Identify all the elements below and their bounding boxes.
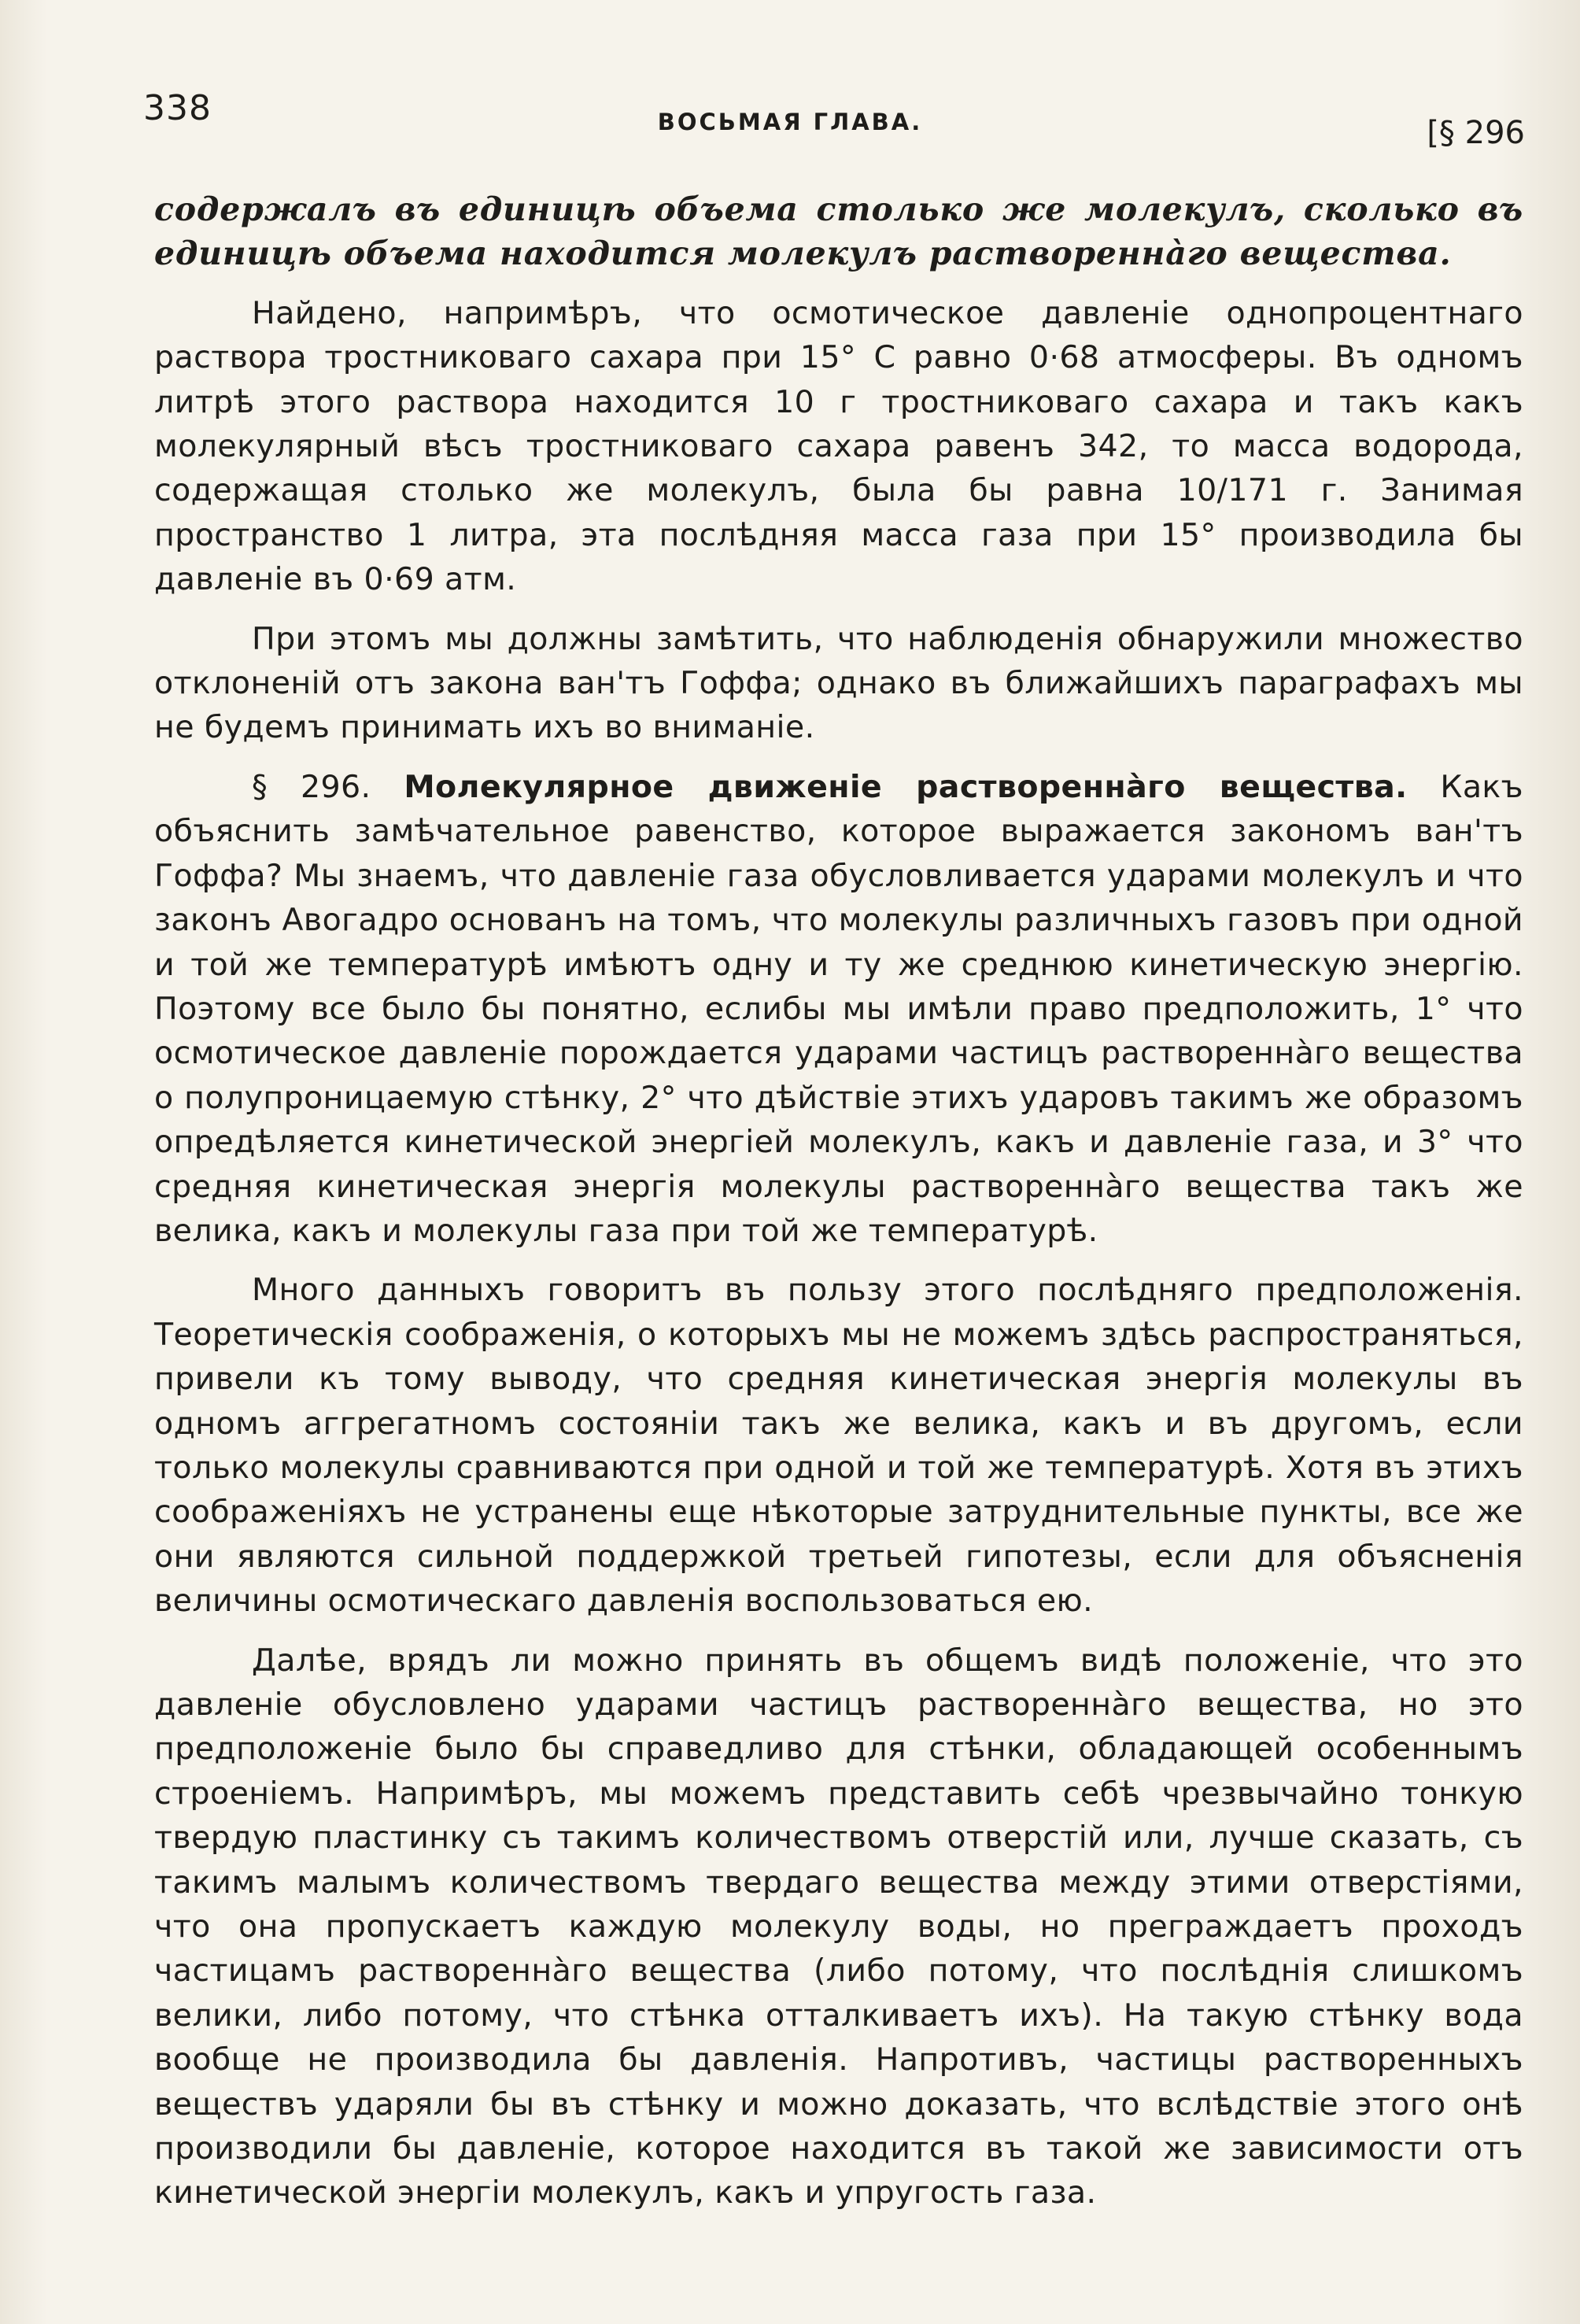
- body-text: [154, 187, 1523, 2230]
- page-number: 338: [143, 88, 212, 128]
- section-reference: [§ 296: [1427, 115, 1525, 151]
- section-paragraph: [154, 765, 1523, 1253]
- paragraph-continuation: содержалъ въ единицѣ объема столько же молекулъ, сколько въ единицѣ объема находится молекулъ растворенна̀го вещества.: [154, 190, 1523, 273]
- paragraph: При этомъ мы должны замѣтить, что наблюденія обнаружили множество отклоненій отъ закона ван'тъ Гоффа; однако въ ближайшихъ параграфахъ мы не будемъ принимать ихъ во вниманіе.: [154, 620, 1523, 746]
- paragraph: Далѣе, врядъ ли можно принять въ общемъ видѣ положеніе, что это давленіе обусловлено ударами частицъ растворенна̀го вещества, но это предположеніе было бы справедливо для стѣнки, обладающей особеннымъ строеніемъ. Напримѣръ, мы можемъ представить себѣ чрезвычайно тонкую твердую пластинку съ такимъ количествомъ отверстій или, лучше сказать, съ такимъ малымъ количествомъ твердаго вещества между этими отверстіями, что она пропускаетъ каждую молекулу воды, но преграждаетъ проходъ частицамъ растворенна̀го вещества (либо потому, что послѣднія слишкомъ велики, либо потому, что стѣнка отталкиваетъ ихъ). На такую стѣнку вода вообще не производила бы давленія. Напротивъ, частицы растворенныхъ веществъ ударяли бы въ стѣнку и можно доказать, что вслѣдствіе этого онѣ производили бы давленіе, которое находится въ такой же зависимости отъ кинетической энергіи молекулъ, какъ и упругость газа.: [154, 1642, 1523, 2211]
- page-header: [0, 0, 1580, 173]
- section-number: § 296.: [252, 768, 371, 805]
- paragraph: Найдено, напримѣръ, что осмотическое давленіе однопроцентнаго раствора тростниковаго сахара при 15° C равно 0·68 атмосферы. Въ одномъ литрѣ этого раствора находится 10 г тростниковаго сахара и такъ какъ молекулярный вѣсъ тростниковаго сахара равенъ 342, то масса водорода, содержащая столько же молекулъ, была бы равна 10/171 г. Занимая пространство 1 литра, эта послѣдняя масса газа при 15° производила бы давленіе въ 0·69 атм.: [154, 294, 1523, 598]
- paragraph: Много данныхъ говоритъ въ пользу этого послѣдняго предположенія. Теоретическія соображенія, о которыхъ мы не можемъ здѣсь распространяться, привели къ тому выводу, что средняя кинетическая энергія молекулы въ одномъ аггрегатномъ состояніи такъ же велика, какъ и въ другомъ, если только молекулы сравниваются при одной и той же температурѣ. Хотя въ этихъ соображеніяхъ не устранены еще нѣкоторые затруднительные пункты, все же они являются сильной поддержкой третьей гипотезы, если для объясненія величины осмотическаго давленія воспользоваться ею.: [154, 1272, 1523, 1620]
- section-title: Молекулярное движеніе растворенна̀го вещества.: [404, 768, 1408, 805]
- running-title: ВОСЬМАЯ ГЛАВА.: [657, 109, 923, 135]
- section-text: Какъ объяснить замѣчательное равенство, которое выражается закономъ ван'тъ Гоффа? Мы знаемъ, что давленіе газа обусловливается ударами молекулъ и что законъ Авогадро основанъ на томъ, что молекулы различныхъ газовъ при одной и той же температурѣ имѣютъ одну и ту же среднюю кинетическую энергію. Поэтому все было бы понятно, еслибы мы имѣли право предположить, 1° что осмотическое давленіе порождается ударами частицъ растворенна̀го вещества о полупроницаемую стѣнку, 2° что дѣйствіе этихъ ударовъ такимъ же образомъ опредѣляется кинетической энергіей молекулъ, какъ и давленіе газа, и 3° что средняя кинетическая энергія молекулы растворенна̀го вещества такъ же велика, какъ и молекулы газа при той же температурѣ.: [154, 768, 1523, 1249]
